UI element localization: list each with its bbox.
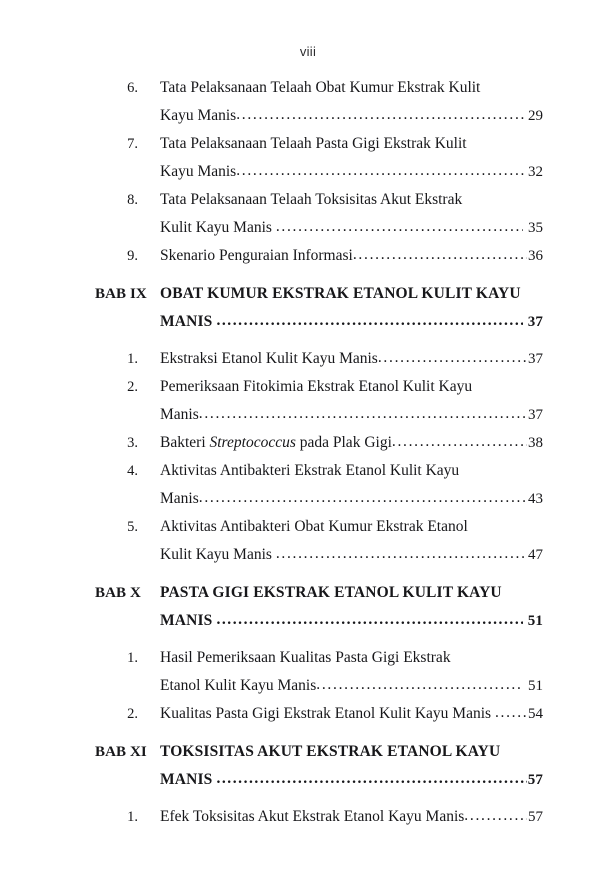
toc-line — [160, 457, 543, 485]
page-number: 36 — [528, 248, 543, 264]
page-number: 29 — [528, 108, 543, 124]
chapter-label: BAB IX — [95, 286, 147, 302]
entry-title: Efek Toksisitas Akut Ekstrak Etanol Kayu Manis — [160, 808, 465, 825]
entry-body — [160, 345, 543, 373]
entry-title: Tata Pelaksanaan Telaah Obat Kumur Ekstrak Kulit — [160, 79, 481, 96]
toc-item-entry[interactable] — [95, 513, 543, 569]
item-number: 1. — [127, 650, 138, 666]
entry-title: Manis — [160, 490, 199, 507]
italic-species-name: Streptococcus — [209, 434, 296, 451]
entry-title: MANIS — [160, 771, 217, 788]
entry-body — [160, 644, 543, 700]
toc-item-entry[interactable] — [95, 345, 543, 373]
page-number: 54 — [528, 706, 543, 722]
entry-body — [160, 803, 543, 831]
entry-body — [160, 738, 543, 794]
toc-line — [160, 513, 543, 541]
entry-body — [160, 74, 543, 130]
toc-line — [160, 672, 543, 700]
toc-line — [160, 429, 543, 457]
item-number: 3. — [127, 435, 138, 451]
entry-title: Kulit Kayu Manis — [160, 546, 276, 563]
toc-line — [160, 401, 543, 429]
entry-title: Tata Pelaksanaan Telaah Pasta Gigi Ekstrak Kulit — [160, 135, 467, 152]
toc-line — [160, 308, 543, 336]
toc-line — [160, 607, 543, 635]
toc-item-entry[interactable] — [95, 700, 543, 728]
dot-leader — [392, 428, 527, 456]
entry-body — [160, 429, 543, 457]
toc-item-entry[interactable] — [95, 130, 543, 186]
toc-line — [160, 738, 543, 766]
toc-line — [160, 345, 543, 373]
entry-title: Manis — [160, 406, 199, 423]
entry-body — [160, 186, 543, 242]
item-number: 4. — [127, 463, 138, 479]
toc-chapter-entry[interactable] — [95, 280, 543, 336]
chapter-label: BAB X — [95, 585, 141, 601]
entry-title: Etanol Kulit Kayu Manis — [160, 677, 317, 694]
page-number: 38 — [528, 435, 543, 451]
page-number: 37 — [523, 314, 543, 330]
toc-chapter-entry[interactable] — [95, 579, 543, 635]
page-number: 57 — [527, 772, 543, 788]
page-number: 37 — [528, 351, 543, 367]
entry-body — [160, 280, 543, 336]
table-of-contents — [95, 74, 543, 831]
item-number: 5. — [127, 519, 138, 535]
entry-body — [160, 513, 543, 569]
toc-item-entry[interactable] — [95, 644, 543, 700]
toc-item-entry[interactable] — [95, 803, 543, 831]
entry-title: Bakteri Streptococcus pada Plak Gigi — [160, 434, 392, 451]
toc-line — [160, 700, 543, 728]
entry-title: MANIS — [160, 612, 217, 629]
entry-title: Tata Pelaksanaan Telaah Toksisitas Akut Ekstrak — [160, 191, 463, 208]
toc-line — [160, 803, 543, 831]
entry-title: Kulit Kayu Manis — [160, 219, 276, 236]
item-number: 7. — [127, 136, 138, 152]
entry-body — [160, 130, 543, 186]
dot-leader — [236, 101, 527, 129]
dot-leader — [236, 157, 527, 185]
item-number: 2. — [127, 379, 138, 395]
dot-leader — [199, 484, 527, 512]
dot-leader — [353, 241, 527, 269]
page-number: 51 — [524, 678, 543, 694]
toc-line — [160, 766, 543, 794]
dot-leader — [316, 671, 523, 699]
dot-leader — [276, 540, 527, 568]
item-number: 6. — [127, 80, 138, 96]
dot-leader — [216, 765, 526, 793]
dot-leader — [495, 699, 527, 727]
page-number: 32 — [528, 164, 543, 180]
toc-line — [160, 74, 543, 102]
toc-line — [160, 242, 543, 270]
entry-title: Aktivitas Antibakteri Obat Kumur Ekstrak Etanol — [160, 518, 468, 535]
chapter-label: BAB XI — [95, 744, 147, 760]
entry-body — [160, 579, 543, 635]
toc-item-entry[interactable] — [95, 74, 543, 130]
entry-body — [160, 457, 543, 513]
dot-leader — [216, 307, 522, 335]
dot-leader — [276, 213, 523, 241]
page-number: 43 — [528, 491, 543, 507]
entry-title: Kayu Manis — [160, 107, 237, 124]
entry-body — [160, 700, 543, 728]
entry-title: TOKSISITAS AKUT EKSTRAK ETANOL KAYU — [160, 743, 501, 760]
entry-body — [160, 242, 543, 270]
item-number: 1. — [127, 809, 138, 825]
toc-line — [160, 579, 543, 607]
page-number: 37 — [528, 407, 543, 423]
entry-title: Skenario Penguraian Informasi — [160, 247, 353, 264]
entry-title: PASTA GIGI EKSTRAK ETANOL KULIT KAYU — [160, 584, 502, 601]
entry-title: Aktivitas Antibakteri Ekstrak Etanol Kulit Kayu — [160, 462, 460, 479]
page-number: 57 — [528, 809, 543, 825]
toc-item-entry[interactable] — [95, 429, 543, 457]
entry-body — [160, 373, 543, 429]
item-number: 9. — [127, 248, 138, 264]
entry-title: Hasil Pemeriksaan Kualitas Pasta Gigi Ekstrak — [160, 649, 451, 666]
item-number: 1. — [127, 351, 138, 367]
toc-line — [160, 214, 543, 242]
entry-title: Pemeriksaan Fitokimia Ekstrak Etanol Kulit Kayu — [160, 378, 473, 395]
entry-title: Ekstraksi Etanol Kulit Kayu Manis — [160, 350, 378, 367]
item-number: 2. — [127, 706, 138, 722]
toc-chapter-entry[interactable] — [95, 738, 543, 794]
toc-item-entry[interactable] — [95, 242, 543, 270]
toc-line — [160, 644, 543, 672]
toc-line — [160, 280, 543, 308]
toc-item-entry[interactable] — [95, 373, 543, 429]
toc-line — [160, 541, 543, 569]
dot-leader — [378, 344, 527, 372]
entry-title: MANIS — [160, 313, 217, 330]
dot-leader — [216, 606, 522, 634]
entry-title: Kayu Manis — [160, 163, 237, 180]
entry-title: Kualitas Pasta Gigi Ekstrak Etanol Kulit Kayu Manis — [160, 705, 495, 722]
page-number: 51 — [523, 613, 543, 629]
toc-line — [160, 186, 543, 214]
entry-title: OBAT KUMUR EKSTRAK ETANOL KULIT KAYU — [160, 285, 521, 302]
toc-line — [160, 130, 543, 158]
dot-leader — [464, 802, 527, 830]
toc-line — [160, 158, 543, 186]
toc-item-entry[interactable] — [95, 457, 543, 513]
toc-line — [160, 102, 543, 130]
toc-item-entry[interactable] — [95, 186, 543, 242]
page-number: 47 — [528, 547, 543, 563]
page-folio: viii — [299, 44, 317, 59]
dot-leader — [199, 400, 527, 428]
page-number: 35 — [524, 220, 543, 236]
toc-line — [160, 485, 543, 513]
toc-line — [160, 373, 543, 401]
item-number: 8. — [127, 192, 138, 208]
